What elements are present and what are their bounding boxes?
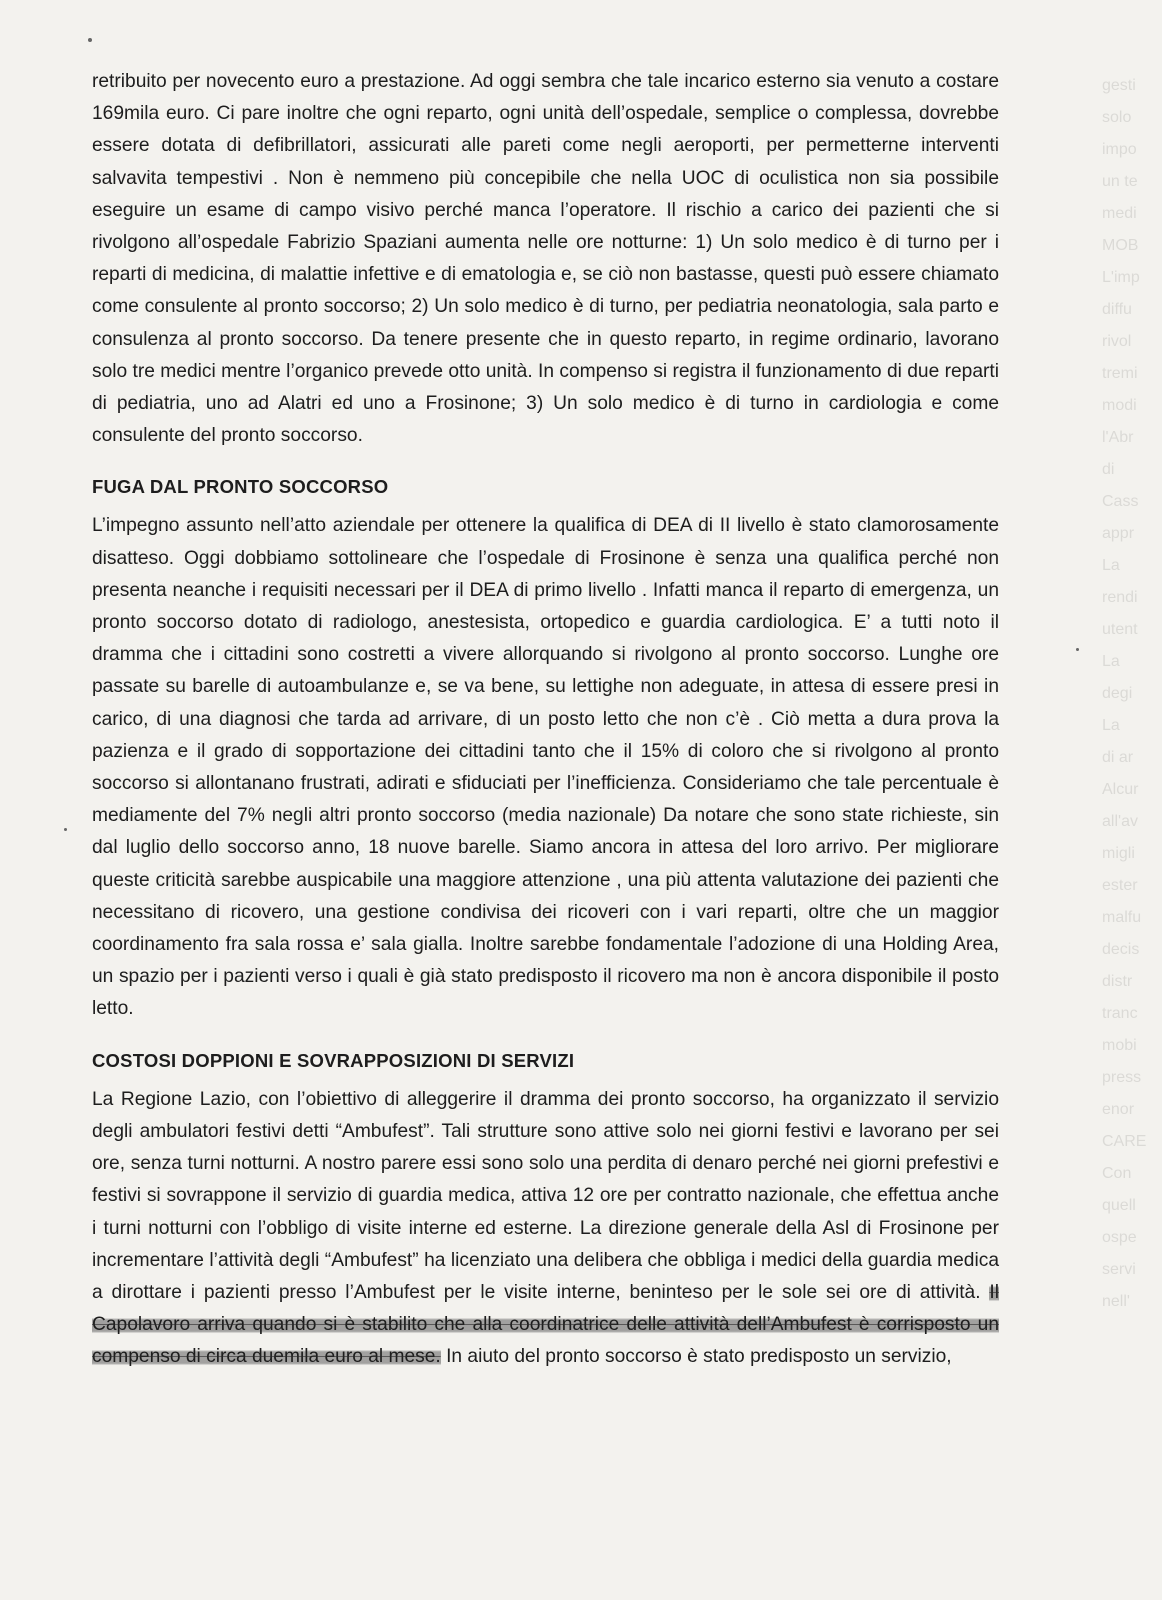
bleed-through-fragment: ospe [1102, 1229, 1137, 1246]
scan-speck [64, 828, 67, 831]
bleed-through-fragment: medi [1102, 205, 1137, 222]
bleed-through-fragment: un te [1102, 173, 1138, 190]
highlighted-passage: Il Capolavoro arriva quando si è stabilito che alla coordinatrice delle attività dell’Ambufest è corrisposto un compenso di circa duemila euro al mese. [92, 1281, 999, 1368]
bleed-through-fragment: diffu [1102, 301, 1132, 318]
paragraph-ambufest-text: La Regione Lazio, con l’obiettivo di alleggerire il dramma dei pronto soccorso, ha organizzato il servizio degli ambulatori festivi detti “Ambufest”. Tali strutture sono attive solo nei giorni festivi e lavorano per sei ore, senza turni notturni. A nostro parere essi sono solo una perdita di denaro perché nei giorni prefestivi e festivi si sovrappone il servizio di guardia medica, attiva 12 ore per contratto nazionale, che effettua anche i turni notturni con l’obbligo di visite interne ed esterne. La direzione generale della Asl di Frosinone per incrementare l’attività degli “Ambufest” ha licenziato una delibera che obbliga i medici della guardia medica a dirottare i pazienti presso l’Ambufest per le visite interne, beninteso per le sole sei ore di attività. [92, 1088, 999, 1303]
bleed-through-fragment: decis [1102, 941, 1140, 958]
bleed-through-fragment: malfu [1102, 909, 1142, 926]
bleed-through-fragment: di ar [1102, 749, 1134, 766]
bleed-through-fragment: CARE [1102, 1133, 1147, 1150]
scan-speck [88, 38, 92, 42]
bleed-through-fragment: L'imp [1102, 269, 1140, 286]
scan-speck [1076, 648, 1079, 651]
heading-doppioni-servizi: COSTOSI DOPPIONI E SOVRAPPOSIZIONI DI SERVIZI [92, 1049, 575, 1071]
paragraph-ambufest [92, 1084, 999, 1374]
bleed-through-fragment: degi [1102, 685, 1133, 702]
paragraph-ambufest-tail: In aiuto del pronto soccorso è stato predisposto un servizio, [440, 1346, 952, 1368]
bleed-through-fragment: tranc [1102, 1005, 1138, 1022]
bleed-through-fragment: Alcur [1102, 781, 1139, 798]
bleed-through-fragment: nell' [1102, 1293, 1130, 1310]
bleed-through-fragment: appr [1102, 525, 1135, 542]
heading-fuga-pronto-soccorso: FUGA DAL PRONTO SOCCORSO [92, 476, 389, 498]
bleed-through-fragment: utent [1102, 621, 1138, 638]
bleed-through-fragment: rivol [1102, 333, 1132, 350]
paragraph-defibrillators: retribuito per novecento euro a prestazione. Ad oggi sembra che tale incarico esterno sia venuto a costare 169mila euro. Ci pare inoltre che ogni reparto, ogni unità dell’ospedale, semplice o complessa, dovrebbe essere dotata di defibrillatori, assicurati alle pareti come negli aeroporti, per permetterne interventi salvavita tempestivi . Non è nemmeno più concepibile che nella UOC di oculistica non sia possibile eseguire un esame di campo visivo perché manca l’operatore. Il rischio a carico dei pazienti che si rivolgono all’ospedale Fabrizio Spaziani aumenta nelle ore notturne: 1) Un solo medico è di turno per i reparti di medicina, di malattie infettive e di ematologia e, se ciò non bastasse, questi può essere chiamato come consulente al pronto soccorso; 2) Un solo medico è di turno, per pediatria neonatologia, sala parto e consulenza al pronto soccorso. Da tenere presente che in questo reparto, in regime ordinario, lavorano solo tre medici mentre l’organico prevede otto unità. In compenso si registra il funzionamento di due reparti di pediatria, uno ad Alatri ed uno a Frosinone; 3) Un solo medico è di turno in cardiologia e come consulente del pronto soccorso. [92, 71, 999, 447]
bleed-through-fragment: quell [1102, 1197, 1136, 1214]
bleed-through-fragment: all'av [1102, 813, 1138, 830]
bleed-through-fragment: rendi [1102, 589, 1138, 606]
bleed-through-fragment: impo [1102, 141, 1137, 158]
bleed-through-fragment: gesti [1102, 77, 1136, 94]
bleed-through-fragment: tremi [1102, 365, 1138, 382]
bleed-through-text [1102, 70, 1162, 1310]
bleed-through-fragment: La [1102, 653, 1120, 670]
bleed-through-fragment: solo [1102, 109, 1132, 126]
bleed-through-fragment: La [1102, 717, 1120, 734]
paragraph-pronto-soccorso: L’impegno assunto nell’atto aziendale per ottenere la qualifica di DEA di II livello è stato clamorosamente disatteso. Oggi dobbiamo sottolineare che l’ospedale di Frosinone è senza una qualifica perché non presenta neanche i requisiti necessari per il DEA di primo livello . Infatti manca il reparto di emergenza, un pronto soccorso dotato di radiologo, anestesista, ortopedico e guardia cardiologica. E’ a tutti noto il dramma che i cittadini sono costretti a vivere allorquando si rivolgono al pronto soccorso. Lunghe ore passate su barelle di autoambulanze e, se va bene, su lettighe non adeguate, in attesa di essere presi in carico, di una diagnosi che tarda ad arrivare, di un posto letto che non c’è . Ciò metta a dura prova la pazienza e il grado di sopportazione dei cittadini tanto che il 15% di coloro che si rivolgono al pronto soccorso si allontanano frustrati, adirati e sfiduciati per l’inefficienza. Consideriamo che tale percentuale è mediamente del 7% negli altri pronto soccorso (media nazionale) Da notare che sono state richieste, sin dal luglio dello soccorso anno, 18 nuove barelle. Siamo ancora in attesa del loro arrivo. Per migliorare queste criticità sarebbe auspicabile una maggiore attenzione , una più attenta valutazione dei pazienti che necessitano di ricovero, una gestione condivisa dei ricoveri con i vari reparti, oltre che un maggior coordinamento fra sala rossa e’ sala gialla. Inoltre sarebbe fondamentale l’adozione di una Holding Area, un spazio per i pazienti verso i quali è già stato predisposto il ricovero ma non è ancora disponibile il posto letto. [92, 515, 999, 1020]
bleed-through-fragment: mobi [1102, 1037, 1137, 1054]
bleed-through-fragment: MOB [1102, 237, 1139, 254]
bleed-through-fragment: Cass [1102, 493, 1139, 510]
bleed-through-fragment: Con [1102, 1165, 1132, 1182]
bleed-through-fragment: La [1102, 557, 1120, 574]
bleed-through-fragment: enor [1102, 1101, 1135, 1118]
bleed-through-fragment: modi [1102, 397, 1137, 414]
bleed-through-fragment: migli [1102, 845, 1135, 862]
bleed-through-fragment: distr [1102, 973, 1133, 990]
bleed-through-fragment: di [1102, 461, 1115, 478]
bleed-through-fragment: ester [1102, 877, 1138, 894]
bleed-through-fragment: servi [1102, 1261, 1136, 1278]
bleed-through-fragment: l'Abr [1102, 429, 1134, 446]
bleed-through-fragment: press [1102, 1069, 1142, 1086]
document-body [92, 66, 999, 1374]
